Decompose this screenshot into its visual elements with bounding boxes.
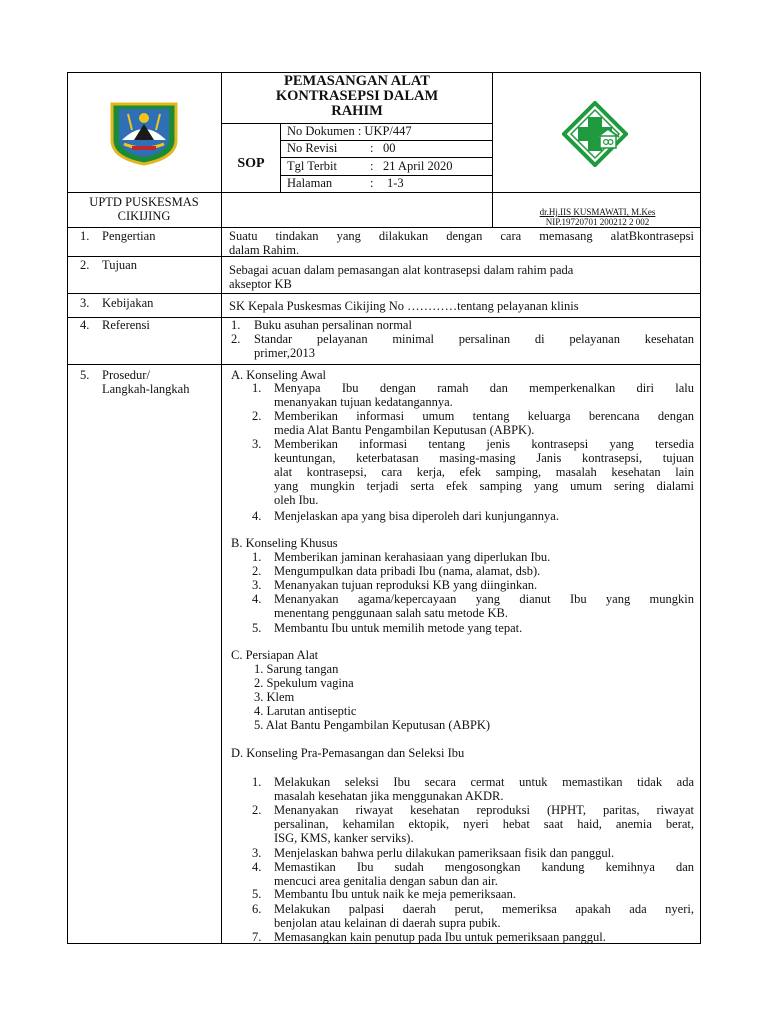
list-item: Memastikan Ibu sudah mengosongkan kandung kemihnya dan: [274, 860, 694, 874]
list-item: 2. Spekulum vagina: [254, 676, 354, 690]
body-line: SK Kepala Puskesmas Cikijing No …………tentang pelayanan klinis: [229, 299, 579, 313]
list-number: 3.: [252, 437, 262, 451]
list-item: benjolan atau kelainan di daerah supra pubik.: [274, 916, 501, 930]
list-item: Membantu Ibu untuk naik ke meja pemeriksaan.: [274, 887, 516, 901]
body-line: akseptor KB: [229, 277, 292, 291]
list-item: ISG, KMS, kanker serviks).: [274, 831, 414, 845]
list-number: 6.: [252, 902, 262, 916]
list-item: 1. Sarung tangan: [254, 662, 339, 676]
row-label: Langkah-langkah: [102, 382, 190, 396]
list-item: 4. Larutan antiseptic: [254, 704, 357, 718]
body-line: Sebagai acuan dalam pemasangan alat kontrasepsi dalam rahim pada: [229, 263, 574, 277]
row-label: Referensi: [102, 318, 150, 332]
list-number: 4.: [252, 592, 262, 606]
list-number: 5.: [252, 621, 262, 635]
page-sep: :: [370, 176, 374, 190]
list-item: Melakukan palpasi daerah perut, memeriksa apakah ada nyeri,: [274, 902, 694, 916]
list-item: Memberikan informasi tentang jenis kontrasepsi yang tersedia: [274, 437, 694, 451]
list-item: Menanyakan tujuan reproduksi KB yang diinginkan.: [274, 578, 538, 592]
list-item: Menjelaskan bahwa perlu dilakukan pameriksaan fisik dan panggul.: [274, 846, 615, 860]
doc-number: No Dokumen : UKP/447: [287, 124, 412, 138]
list-number: 1.: [252, 381, 262, 395]
list-number: 4.: [252, 860, 262, 874]
list-item: Buku asuhan persalinan normal: [254, 318, 412, 332]
list-number: 1.: [231, 318, 241, 332]
list-item: alat kontrasepsi, cara kerja, efek samping, masalah kesehatan lain: [274, 465, 694, 479]
date-sep: :: [370, 159, 374, 173]
row-number: 3.: [80, 296, 90, 310]
row-label: Kebijakan: [102, 296, 154, 310]
revision-value: 00: [383, 141, 396, 155]
list-item: masalah kesehatan jika menggunakan AKDR.: [274, 789, 504, 803]
list-item: Menjelaskan apa yang bisa diperoleh dari kunjungannya.: [274, 509, 559, 523]
body-line: Suatu tindakan yang dilakukan dengan cara memasang alatBkontrasepsi: [229, 229, 694, 243]
list-item: media Alat Bantu Pengambilan Keputusan (ABPK).: [274, 423, 535, 437]
row-number: 2.: [80, 258, 90, 272]
org-name-line1: UPTD PUSKESMAS: [89, 195, 199, 209]
list-item: menentang penggunaan salah satu metode KB.: [274, 606, 508, 620]
document-title: PEMASANGAN ALAT KONTRASEPSI DALAM RAHIM: [275, 73, 439, 119]
list-item: oleh Ibu.: [274, 493, 319, 507]
list-item: Menanyakan riwayat kesehatan reproduksi (HPHT, paritas, riwayat: [274, 803, 694, 817]
list-number: 2.: [231, 332, 241, 346]
list-item: Melakukan seleksi Ibu secara cermat untuk memastikan tidak ada: [274, 775, 694, 789]
list-item: Membantu Ibu untuk memilih metode yang tepat.: [274, 621, 523, 635]
list-number: 3.: [252, 578, 262, 592]
list-item: keuntungan, keterbatasan masing-masing Janis kontrasepsi, tujuan: [274, 451, 694, 465]
list-item: primer,2013: [254, 346, 315, 360]
sop-label: SOP: [237, 156, 265, 171]
section-heading: D. Konseling Pra-Pemasangan dan Seleksi Ibu: [231, 746, 465, 760]
list-number: 3.: [252, 846, 262, 860]
page-value: 1-3: [387, 176, 404, 190]
list-item: Standar pelayanan minimal persalinan di pelayanan kesehatan: [254, 332, 694, 346]
row-label: Pengertian: [102, 229, 156, 243]
list-item: Memberikan informasi umum tentang keluarga berencana dengan: [274, 409, 694, 423]
row-label: Prosedur/: [102, 368, 150, 382]
list-item: Memasangkan kain penutup pada Ibu untuk pemeriksaan panggul.: [274, 930, 606, 944]
puskesmas-logo: [562, 101, 628, 167]
list-number: 7.: [252, 930, 262, 944]
row-number: 1.: [80, 229, 90, 243]
list-item: 5. Alat Bantu Pengambilan Keputusan (ABPK): [254, 718, 491, 732]
section-heading: A. Konseling Awal: [231, 368, 327, 382]
list-item: Menyapa Ibu dengan ramah dan memperkenalkan diri lalu: [274, 381, 694, 395]
list-item: persalinan, kehamilan ektopik, nyeri hebat saat haid, anemia berat,: [274, 817, 694, 831]
row-label: Tujuan: [102, 258, 137, 272]
revision-sep: :: [370, 141, 374, 155]
org-name-line2: CIKIJING: [117, 209, 171, 223]
section-heading: C. Persiapan Alat: [231, 648, 319, 662]
date-value: 21 April 2020: [383, 159, 453, 173]
list-number: 5.: [252, 887, 262, 901]
list-item: Menanyakan agama/kepercayaan yang dianut Ibu yang mungkin: [274, 592, 694, 606]
list-number: 1.: [252, 550, 262, 564]
revision-label: No Revisi: [287, 141, 338, 155]
signer-nip: NIP.19720701 200212 2 002: [545, 217, 650, 227]
date-label: Tgl Terbit: [287, 159, 337, 173]
list-item: Mengumpulkan data pribadi Ibu (nama, alamat, dsb).: [274, 564, 541, 578]
list-number: 2.: [252, 409, 262, 423]
list-item: mencuci area genitalia dengan sabun dan air.: [274, 874, 498, 888]
list-item: 3. Klem: [254, 690, 295, 704]
row-number: 5.: [80, 368, 90, 382]
list-number: 4.: [252, 509, 262, 523]
page-label: Halaman: [287, 176, 333, 190]
row-number: 4.: [80, 318, 90, 332]
section-heading: B. Konseling Khusus: [231, 536, 338, 550]
list-item: Memberikan jaminan kerahasiaan yang diperlukan Ibu.: [274, 550, 551, 564]
body-line: dalam Rahim.: [229, 243, 300, 257]
list-item: menanyakan tujuan kedatangannya.: [274, 395, 453, 409]
list-item: yang mungkin terjadi serta efek samping yang umum sering dialami: [274, 479, 694, 493]
list-number: 1.: [252, 775, 262, 789]
signer-name: dr.Hj.IIS KUSMAWATI, M.Kes: [539, 207, 656, 217]
list-number: 2.: [252, 564, 262, 578]
regency-crest-logo: [108, 100, 180, 166]
list-number: 2.: [252, 803, 262, 817]
